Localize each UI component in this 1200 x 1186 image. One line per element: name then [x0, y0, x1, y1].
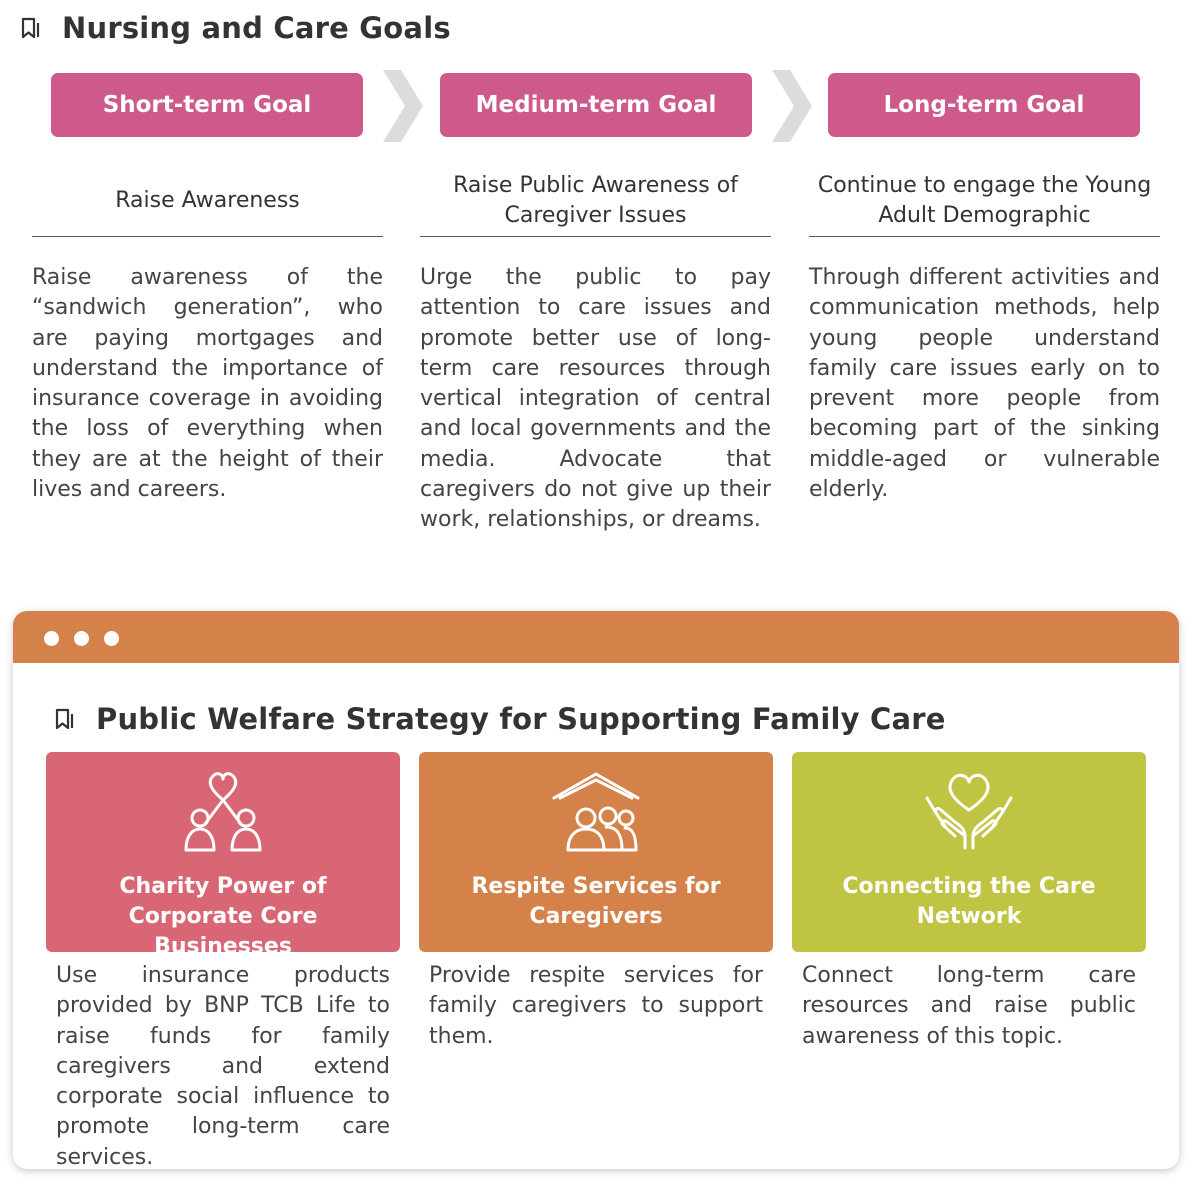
short-term-goal-subtitle: Raise Awareness — [115, 188, 300, 213]
strategy-panel — [13, 611, 1179, 1169]
window-dot — [104, 631, 119, 646]
chevron-right-icon — [381, 70, 423, 142]
medium-term-goal-label: Medium-term Goal — [440, 73, 752, 137]
panel-title-bar — [13, 611, 1179, 663]
strategy-card-respite — [419, 752, 773, 952]
strategy-card-description: Provide respite services for family caregivers to support them. — [429, 963, 763, 1049]
bookmark-icon — [54, 708, 76, 730]
divider — [420, 236, 771, 237]
goals-section-title: Nursing and Care Goals — [62, 11, 451, 45]
heart-people-icon — [173, 768, 273, 852]
long-term-goal-subtitle: Continue to engage the Young Adult Demographic — [817, 173, 1152, 228]
strategy-section-title: Public Welfare Strategy for Supporting Family Care — [96, 702, 946, 736]
strategy-card-charity — [46, 752, 400, 959]
goals-section-header — [20, 8, 451, 48]
medium-term-goal-subtitle: Raise Public Awareness of Caregiver Issues — [453, 173, 738, 228]
strategy-card-network — [792, 752, 1146, 952]
strategy-section-header — [54, 699, 946, 739]
divider — [32, 236, 383, 237]
window-dot — [74, 631, 89, 646]
short-term-goal-label: Short-term Goal — [51, 73, 363, 137]
medium-term-goal-description: Urge the public to pay attention to care issues and promote better use of long-term care resources through vertical integration of central and local governments and the media. Advocate that caregivers do not give up their work, relationships, or dreams. — [420, 265, 771, 533]
strategy-card-description: Connect long-term care resources and raise public awareness of this topic. — [802, 963, 1136, 1049]
strategy-card-title: Respite Services for Caregivers — [471, 874, 721, 929]
house-family-icon — [546, 768, 646, 852]
heart-hands-icon — [919, 768, 1019, 852]
divider — [809, 236, 1160, 237]
strategy-card-description: Use insurance products provided by BNP TCB Life to raise funds for family caregivers and extend corporate social influence to promote long-term care services. — [56, 963, 390, 1169]
window-dot — [44, 631, 59, 646]
long-term-goal-label: Long-term Goal — [828, 73, 1140, 137]
bookmark-icon — [20, 17, 42, 39]
chevron-right-icon — [770, 70, 812, 142]
long-term-goal-description: Through different activities and communication methods, help young people understand family care issues early on to prevent more people from becoming part of the sinking middle-aged or vulnerable elderly. — [809, 265, 1160, 503]
strategy-card-title: Charity Power of Corporate Core Businesses — [119, 874, 327, 959]
strategy-card-title: Connecting the Care Network — [842, 874, 1096, 929]
short-term-goal-description: Raise awareness of the “sandwich generation”, who are paying mortgages and understand the importance of insurance coverage in avoiding the loss of everything when they are at the height of their lives and careers. — [32, 265, 383, 503]
